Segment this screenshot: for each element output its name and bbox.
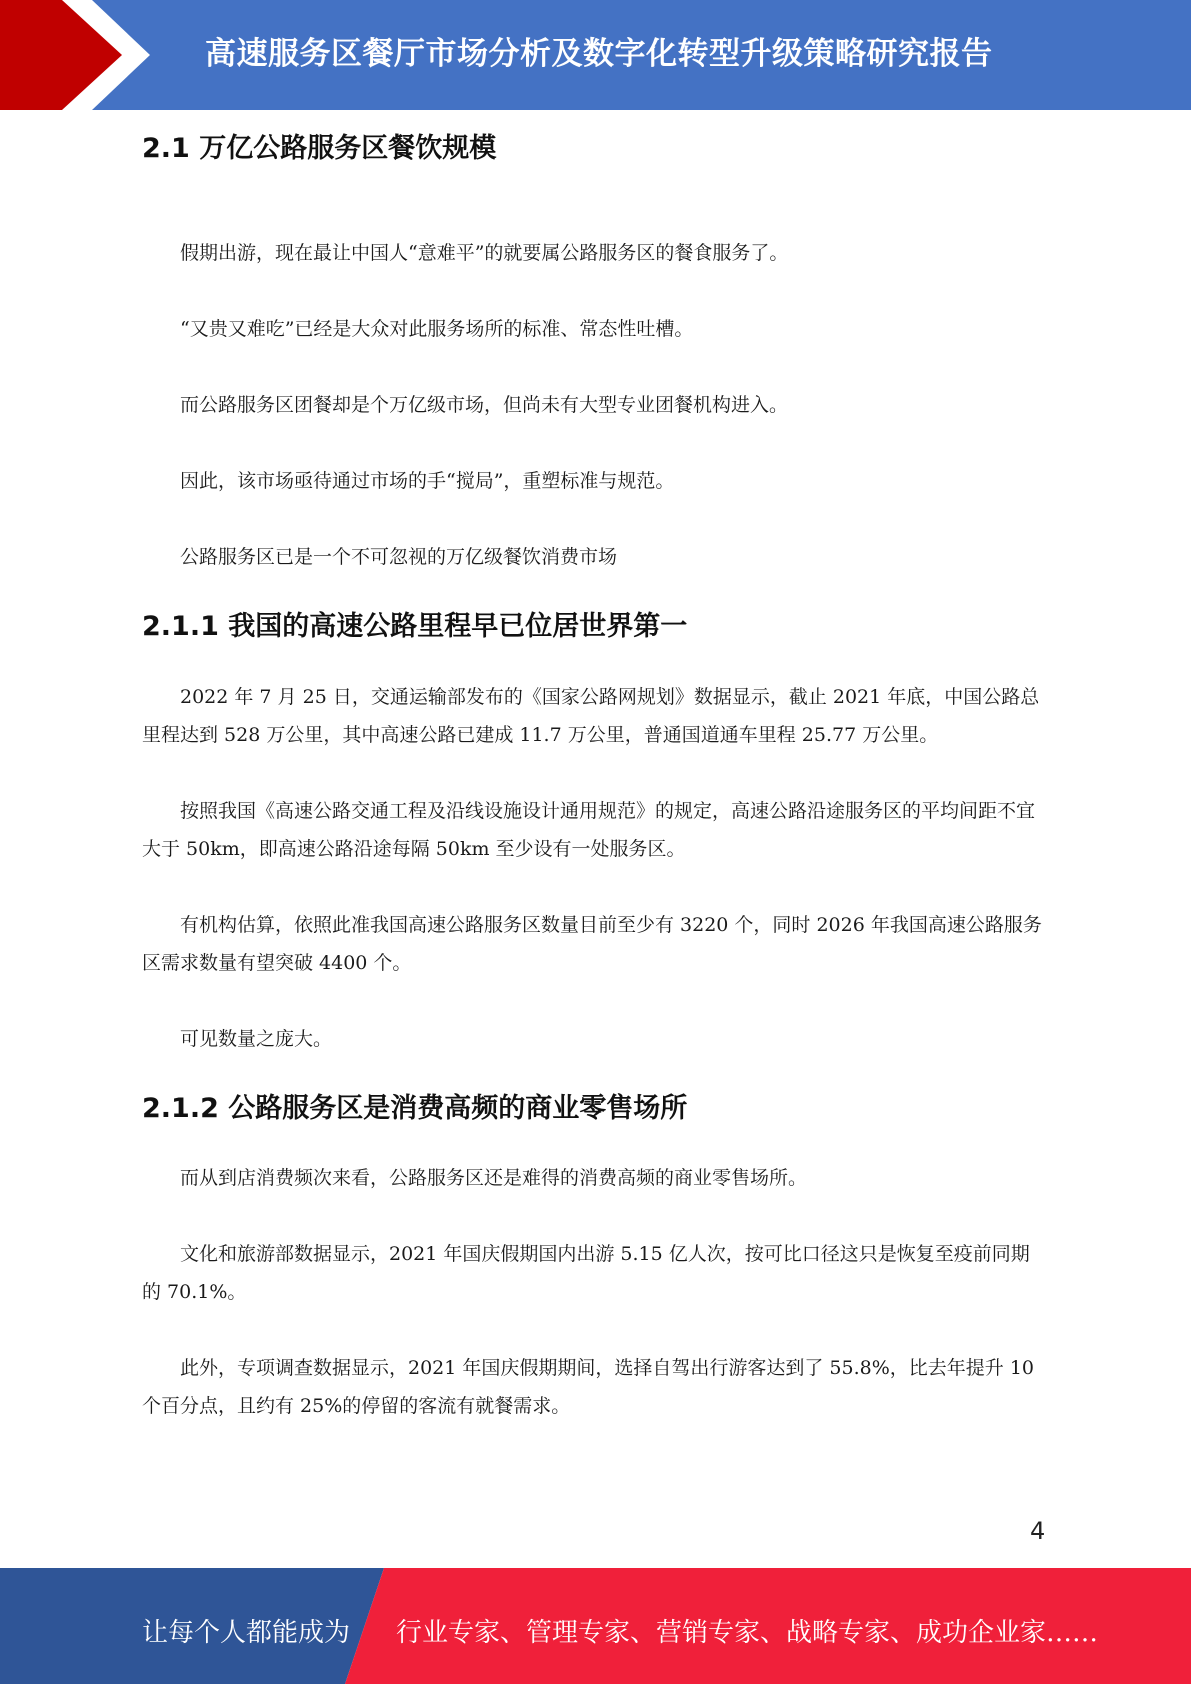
paragraph: 有机构估算，依照此准我国高速公路服务区数量目前至少有 3220 个，同时 2026 年我国高速公路服务区需求数量有望突破 4400 个。 bbox=[142, 913, 1042, 974]
section-heading-2-1: 2.1 万亿公路服务区餐饮规模 bbox=[142, 133, 497, 164]
paragraph: 按照我国《高速公路交通工程及沿线设施设计通用规范》的规定，高速公路沿途服务区的平均间距不宜大于 50km，即高速公路沿途每隔 50km 至少设有一处服务区。 bbox=[142, 799, 1036, 860]
section-heading-2-1-2: 2.1.2 公路服务区是消费高频的商业零售场所 bbox=[142, 1092, 688, 1124]
paragraph: 因此，该市场亟待通过市场的手“搅局”，重塑标准与规范。 bbox=[180, 469, 675, 492]
section-heading-2-1-1: 2.1.1 我国的高速公路里程早已位居世界第一 bbox=[142, 610, 688, 642]
page-footer bbox=[0, 1568, 1191, 1684]
paragraph: “又贵又难吃”已经是大众对此服务场所的标准、常态性吐槽。 bbox=[180, 317, 694, 340]
footer-slogan-left: 让每个人都能成为 bbox=[142, 1618, 351, 1648]
paragraph: 可见数量之庞大。 bbox=[180, 1027, 333, 1050]
paragraph: 而从到店消费频次来看，公路服务区还是难得的消费高频的商业零售场所。 bbox=[180, 1167, 808, 1190]
paragraph: 文化和旅游部数据显示，2021 年国庆假期国内出游 5.15 亿人次，按可比口径这只是恢复至疫前同期的 70.1%。 bbox=[142, 1243, 1030, 1304]
page-header bbox=[0, 0, 1191, 110]
paragraph: 此外，专项调查数据显示，2021 年国庆假期期间，选择自驾出行游客达到了 55.8%，比去年提升 10 个百分点，且约有 25%的停留的客流有就餐需求。 bbox=[142, 1357, 1035, 1418]
paragraph: 而公路服务区团餐却是个万亿级市场，但尚未有大型专业团餐机构进入。 bbox=[180, 393, 789, 416]
page-number: 4 bbox=[1030, 1517, 1046, 1545]
page-content bbox=[142, 120, 1047, 1425]
paragraph: 公路服务区已是一个不可忽视的万亿级餐饮消费市场 bbox=[180, 545, 618, 568]
report-title: 高速服务区餐厅市场分析及数字化转型升级策略研究报告 bbox=[205, 36, 993, 72]
paragraph: 假期出游，现在最让中国人“意难平”的就要属公路服务区的餐食服务了。 bbox=[180, 241, 789, 264]
footer-slogan-right: 行业专家、管理专家、营销专家、战略专家、成功企业家…… bbox=[396, 1618, 1099, 1648]
paragraph: 2022 年 7 月 25 日，交通运输部发布的《国家公路网规划》数据显示，截止 2021 年底，中国公路总里程达到 528 万公里，其中高速公路已建成 11.7 万公里，普通国道通车里程 25.77 万公里。 bbox=[142, 685, 1040, 746]
